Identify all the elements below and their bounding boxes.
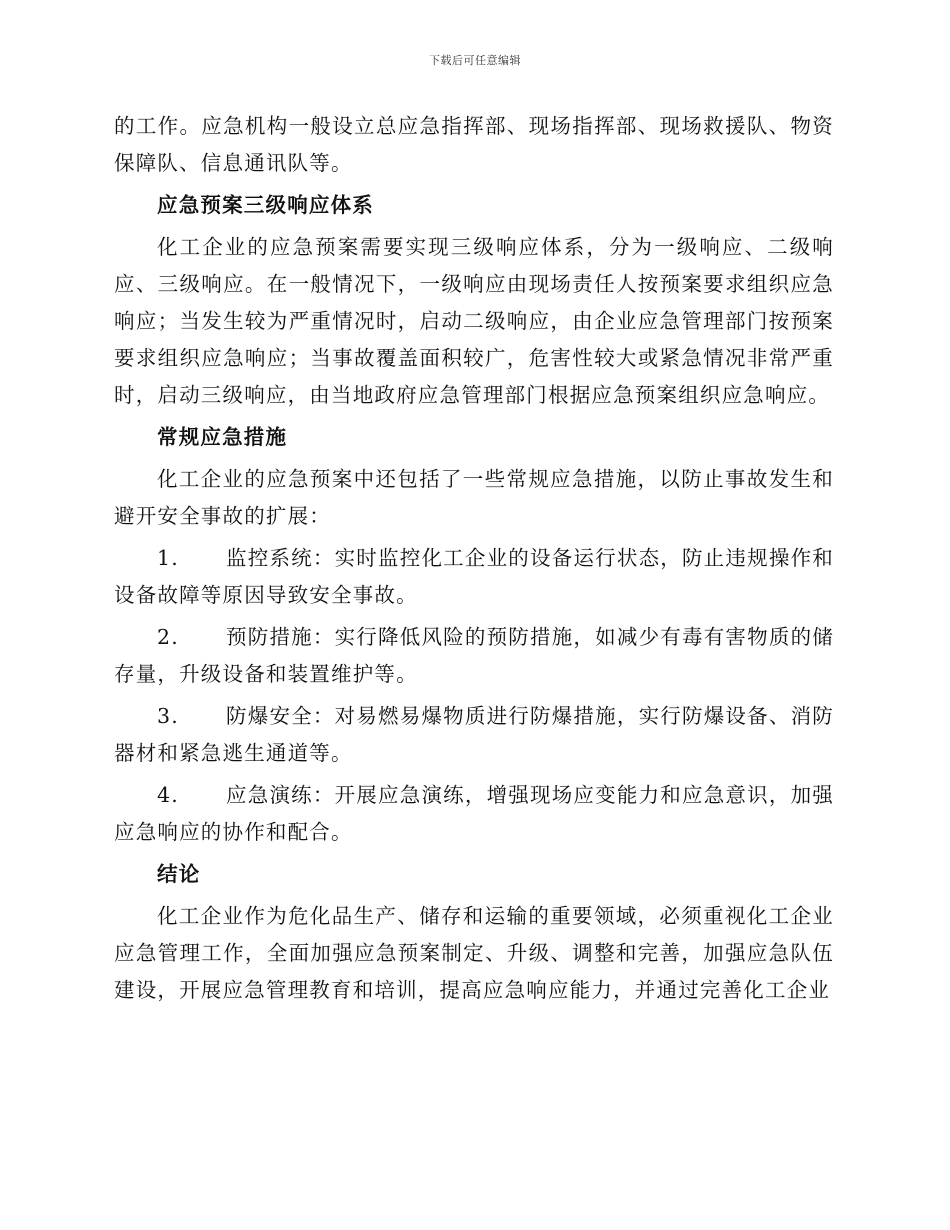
list-item (114, 777, 834, 851)
list-item (114, 619, 834, 693)
conclusion-paragraph: 化工企业作为危化品生产、储存和运输的重要领域，必须重视化工企业应急管理工作，全面加强应急预案制定、升级、调整和完善，加强应急队伍建设，开展应急管理教育和培训，提高应急响应能力，并通过完善化工企业 (114, 904, 834, 1002)
list-item-number: 3. (157, 704, 179, 728)
list-item-text: 防爆安全：对易燃易爆物质进行防爆措施，实行防爆设备、消防器材和紧急逃生通道等。 (114, 704, 834, 765)
section-heading-routine-measures: 常规应急措施 (157, 425, 288, 449)
list-item (114, 540, 834, 614)
list-item-text: 应急演练：开展应急演练，增强现场应变能力和应急意识，加强应急响应的协作和配合。 (114, 783, 834, 844)
list-item-number: 4. (157, 783, 179, 807)
page-header: 下载后可任意编辑 (429, 54, 521, 67)
list-item-text: 预防措施：实行降低风险的预防措施，如减少有毒有害物质的储存量，升级设备和装置维护等。 (114, 625, 834, 686)
continuation-paragraph: 的工作。应急机构一般设立总应急指挥部、现场指挥部、现场救援队、物资保障队、信息通讯队等。 (114, 114, 834, 175)
routine-measures-intro: 化工企业的应急预案中还包括了一些常规应急措施，以防止事故发生和避开安全事故的扩展： (114, 467, 834, 528)
list-item-number: 1. (157, 546, 179, 570)
response-system-paragraph: 化工企业的应急预案需要实现三级响应体系，分为一级响应、二级响应、三级响应。在一般情况下，一级响应由现场责任人按预案要求组织应急响应；当发生较为严重情况时，启动二级响应，由企业应急管理部门按预案要求组织应急响应；当事故覆盖面积较广，危害性较大或紧急情况非常严重时，启动三级响应，由当地政府应急管理部门根据应急预案组织应急响应。 (114, 235, 834, 407)
section-heading-conclusion: 结论 (157, 862, 201, 886)
section-heading-response-system: 应急预案三级响应体系 (157, 193, 374, 217)
list-item-number: 2. (157, 625, 179, 649)
document-body (114, 108, 834, 1014)
list-item-text: 监控系统：实时监控化工企业的设备运行状态，防止违规操作和设备故障等原因导致安全事故。 (114, 546, 834, 607)
list-item (114, 698, 834, 772)
